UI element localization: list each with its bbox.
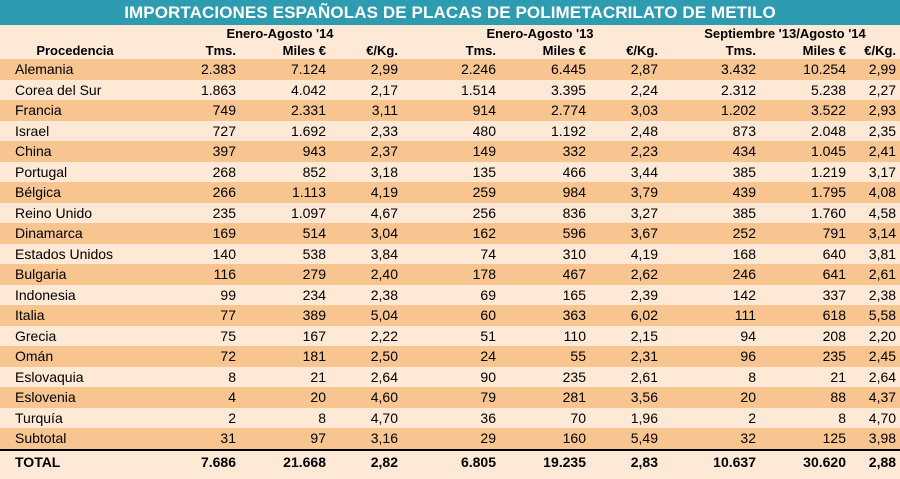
value-cell: 72 — [150, 346, 240, 367]
value-cell: 2.383 — [150, 59, 240, 80]
value-cell: 208 — [760, 326, 850, 347]
total-cell: 7.686 — [150, 450, 240, 473]
value-cell: 29 — [410, 428, 500, 450]
value-cell: 2 — [150, 408, 240, 429]
value-cell: 2 — [670, 408, 760, 429]
value-cell: 5,04 — [330, 305, 410, 326]
value-cell: 2,64 — [330, 367, 410, 388]
value-cell: 984 — [500, 182, 590, 203]
table-row — [0, 326, 900, 347]
value-cell: 2,61 — [590, 367, 670, 388]
value-cell: 3,17 — [850, 162, 900, 183]
value-cell: 791 — [760, 223, 850, 244]
value-cell: 1.795 — [760, 182, 850, 203]
origin-cell: Indonesia — [0, 285, 150, 306]
value-cell: 2,99 — [850, 59, 900, 80]
value-cell: 1.863 — [150, 80, 240, 101]
value-cell: 538 — [240, 244, 330, 265]
value-cell: 3,03 — [590, 100, 670, 121]
value-cell: 142 — [670, 285, 760, 306]
value-cell: 943 — [240, 141, 330, 162]
value-cell: 75 — [150, 326, 240, 347]
value-cell: 235 — [500, 367, 590, 388]
value-cell: 2,27 — [850, 80, 900, 101]
table-row — [0, 408, 900, 429]
value-cell: 2,31 — [590, 346, 670, 367]
value-cell: 8 — [760, 408, 850, 429]
value-cell: 2,23 — [590, 141, 670, 162]
table-row — [0, 367, 900, 388]
value-cell: 3.522 — [760, 100, 850, 121]
value-cell: 31 — [150, 428, 240, 450]
value-cell: 169 — [150, 223, 240, 244]
value-cell: 3,16 — [330, 428, 410, 450]
value-cell: 77 — [150, 305, 240, 326]
value-cell: 70 — [500, 408, 590, 429]
value-cell: 2.312 — [670, 80, 760, 101]
value-cell: 3,04 — [330, 223, 410, 244]
table-row — [0, 264, 900, 285]
value-cell: 246 — [670, 264, 760, 285]
table-row — [0, 346, 900, 367]
value-cell: 1.514 — [410, 80, 500, 101]
value-cell: 467 — [500, 264, 590, 285]
value-cell: 235 — [150, 203, 240, 224]
value-cell: 385 — [670, 162, 760, 183]
value-cell: 2,37 — [330, 141, 410, 162]
value-cell: 3,11 — [330, 100, 410, 121]
value-cell: 234 — [240, 285, 330, 306]
value-cell: 2,38 — [330, 285, 410, 306]
value-cell: 3,79 — [590, 182, 670, 203]
origin-cell: Corea del Sur — [0, 80, 150, 101]
value-cell: 110 — [500, 326, 590, 347]
value-cell: 641 — [760, 264, 850, 285]
value-cell: 51 — [410, 326, 500, 347]
origin-cell: Italia — [0, 305, 150, 326]
value-cell: 21 — [760, 367, 850, 388]
value-cell: 2.331 — [240, 100, 330, 121]
value-cell: 4,70 — [850, 408, 900, 429]
value-cell: 2,22 — [330, 326, 410, 347]
table-row — [0, 244, 900, 265]
value-cell: 79 — [410, 387, 500, 408]
value-cell: 727 — [150, 121, 240, 142]
value-cell: 99 — [150, 285, 240, 306]
value-cell: 514 — [240, 223, 330, 244]
value-cell: 60 — [410, 305, 500, 326]
value-cell: 90 — [410, 367, 500, 388]
value-cell: 3,98 — [850, 428, 900, 450]
value-cell: 2,87 — [590, 59, 670, 80]
value-cell: 3,67 — [590, 223, 670, 244]
value-cell: 2,39 — [590, 285, 670, 306]
value-cell: 36 — [410, 408, 500, 429]
value-cell: 4,08 — [850, 182, 900, 203]
value-cell: 596 — [500, 223, 590, 244]
value-cell: 2,38 — [850, 285, 900, 306]
value-cell: 389 — [240, 305, 330, 326]
origin-cell: Eslovenia — [0, 387, 150, 408]
value-cell: 5.238 — [760, 80, 850, 101]
value-cell: 439 — [670, 182, 760, 203]
table-row — [0, 387, 900, 408]
value-cell: 235 — [760, 346, 850, 367]
period-header: Enero-Agosto '13 — [410, 25, 670, 42]
value-cell: 363 — [500, 305, 590, 326]
value-cell: 3,18 — [330, 162, 410, 183]
total-label: TOTAL — [0, 450, 150, 473]
value-cell: 135 — [410, 162, 500, 183]
value-cell: 337 — [760, 285, 850, 306]
value-cell: 852 — [240, 162, 330, 183]
value-cell: 10.254 — [760, 59, 850, 80]
origin-cell: Eslovaquia — [0, 367, 150, 388]
value-cell: 2,40 — [330, 264, 410, 285]
value-cell: 8 — [150, 367, 240, 388]
origin-cell: Omán — [0, 346, 150, 367]
value-cell: 165 — [500, 285, 590, 306]
table-row — [0, 203, 900, 224]
value-cell: 1.097 — [240, 203, 330, 224]
value-cell: 4,60 — [330, 387, 410, 408]
column-header-row — [0, 42, 900, 59]
value-cell: 96 — [670, 346, 760, 367]
value-cell: 1.692 — [240, 121, 330, 142]
value-cell: 8 — [670, 367, 760, 388]
value-cell: 1.113 — [240, 182, 330, 203]
value-cell: 4.042 — [240, 80, 330, 101]
value-cell: 3.395 — [500, 80, 590, 101]
value-cell: 3,56 — [590, 387, 670, 408]
period-header: Septiembre '13/Agosto '14 — [670, 25, 900, 42]
value-cell: 310 — [500, 244, 590, 265]
value-cell: 2,45 — [850, 346, 900, 367]
value-cell: 21 — [240, 367, 330, 388]
table-row — [0, 80, 900, 101]
total-row — [0, 450, 900, 473]
origin-cell: Subtotal — [0, 428, 150, 450]
value-cell: 3,81 — [850, 244, 900, 265]
value-cell: 1.192 — [500, 121, 590, 142]
value-cell: 2.774 — [500, 100, 590, 121]
value-cell: 1.219 — [760, 162, 850, 183]
value-cell: 5,49 — [590, 428, 670, 450]
origin-cell: Bulgaria — [0, 264, 150, 285]
column-header: Tms. — [410, 42, 500, 59]
origin-header: Procedencia — [0, 42, 150, 59]
column-header: Miles € — [760, 42, 850, 59]
value-cell: 3,84 — [330, 244, 410, 265]
value-cell: 3,14 — [850, 223, 900, 244]
value-cell: 2,17 — [330, 80, 410, 101]
value-cell: 4 — [150, 387, 240, 408]
value-cell: 20 — [240, 387, 330, 408]
column-header: Tms. — [150, 42, 240, 59]
value-cell: 640 — [760, 244, 850, 265]
value-cell: 3,27 — [590, 203, 670, 224]
value-cell: 116 — [150, 264, 240, 285]
value-cell: 259 — [410, 182, 500, 203]
table-row — [0, 223, 900, 244]
value-cell: 2,62 — [590, 264, 670, 285]
value-cell: 32 — [670, 428, 760, 450]
value-cell: 140 — [150, 244, 240, 265]
value-cell: 2,93 — [850, 100, 900, 121]
total-cell: 10.637 — [670, 450, 760, 473]
value-cell: 266 — [150, 182, 240, 203]
table-row — [0, 182, 900, 203]
value-cell: 5,58 — [850, 305, 900, 326]
column-header: Miles € — [240, 42, 330, 59]
value-cell: 2,48 — [590, 121, 670, 142]
value-cell: 6.445 — [500, 59, 590, 80]
total-cell: 2,83 — [590, 450, 670, 473]
total-cell: 2,88 — [850, 450, 900, 473]
column-header: €/Kg. — [590, 42, 670, 59]
origin-cell: Turquía — [0, 408, 150, 429]
value-cell: 74 — [410, 244, 500, 265]
value-cell: 4,58 — [850, 203, 900, 224]
total-cell: 6.805 — [410, 450, 500, 473]
value-cell: 162 — [410, 223, 500, 244]
value-cell: 167 — [240, 326, 330, 347]
value-cell: 2,64 — [850, 367, 900, 388]
value-cell: 385 — [670, 203, 760, 224]
value-cell: 2,20 — [850, 326, 900, 347]
value-cell: 97 — [240, 428, 330, 450]
table-body — [0, 59, 900, 450]
value-cell: 125 — [760, 428, 850, 450]
table-row — [0, 100, 900, 121]
value-cell: 281 — [500, 387, 590, 408]
value-cell: 749 — [150, 100, 240, 121]
origin-cell: Portugal — [0, 162, 150, 183]
value-cell: 1.202 — [670, 100, 760, 121]
value-cell: 2,24 — [590, 80, 670, 101]
value-cell: 168 — [670, 244, 760, 265]
value-cell: 24 — [410, 346, 500, 367]
column-header: €/Kg. — [850, 42, 900, 59]
period-header: Enero-Agosto '14 — [150, 25, 410, 42]
total-cell: 30.620 — [760, 450, 850, 473]
table-title: IMPORTACIONES ESPAÑOLAS DE PLACAS DE POLIMETACRILATO DE METILO — [0, 0, 900, 25]
value-cell: 178 — [410, 264, 500, 285]
value-cell: 3.432 — [670, 59, 760, 80]
value-cell: 8 — [240, 408, 330, 429]
value-cell: 252 — [670, 223, 760, 244]
value-cell: 7.124 — [240, 59, 330, 80]
value-cell: 111 — [670, 305, 760, 326]
value-cell: 4,70 — [330, 408, 410, 429]
origin-cell: Reino Unido — [0, 203, 150, 224]
origin-cell: Israel — [0, 121, 150, 142]
origin-cell: Francia — [0, 100, 150, 121]
table-row — [0, 121, 900, 142]
total-cell: 2,82 — [330, 450, 410, 473]
value-cell: 181 — [240, 346, 330, 367]
table-row — [0, 162, 900, 183]
value-cell: 1.045 — [760, 141, 850, 162]
value-cell: 20 — [670, 387, 760, 408]
value-cell: 2.246 — [410, 59, 500, 80]
value-cell: 256 — [410, 203, 500, 224]
value-cell: 2,41 — [850, 141, 900, 162]
table-row — [0, 285, 900, 306]
value-cell: 6,02 — [590, 305, 670, 326]
table-row — [0, 141, 900, 162]
origin-cell: Estados Unidos — [0, 244, 150, 265]
value-cell: 914 — [410, 100, 500, 121]
value-cell: 69 — [410, 285, 500, 306]
value-cell: 4,37 — [850, 387, 900, 408]
value-cell: 2,61 — [850, 264, 900, 285]
value-cell: 4,67 — [330, 203, 410, 224]
value-cell: 149 — [410, 141, 500, 162]
column-header: €/Kg. — [330, 42, 410, 59]
value-cell: 2,50 — [330, 346, 410, 367]
value-cell: 873 — [670, 121, 760, 142]
value-cell: 2,99 — [330, 59, 410, 80]
value-cell: 279 — [240, 264, 330, 285]
value-cell: 2,15 — [590, 326, 670, 347]
value-cell: 55 — [500, 346, 590, 367]
value-cell: 160 — [500, 428, 590, 450]
value-cell: 268 — [150, 162, 240, 183]
value-cell: 2,35 — [850, 121, 900, 142]
total-cell: 21.668 — [240, 450, 330, 473]
imports-table — [0, 25, 900, 473]
table-row — [0, 305, 900, 326]
value-cell: 4,19 — [330, 182, 410, 203]
value-cell: 1,96 — [590, 408, 670, 429]
value-cell: 836 — [500, 203, 590, 224]
value-cell: 2.048 — [760, 121, 850, 142]
value-cell: 618 — [760, 305, 850, 326]
value-cell: 2,33 — [330, 121, 410, 142]
value-cell: 3,44 — [590, 162, 670, 183]
period-header-row — [0, 25, 900, 42]
origin-cell: Grecia — [0, 326, 150, 347]
origin-cell: Alemania — [0, 59, 150, 80]
value-cell: 466 — [500, 162, 590, 183]
origin-cell: China — [0, 141, 150, 162]
value-cell: 1.760 — [760, 203, 850, 224]
value-cell: 88 — [760, 387, 850, 408]
total-cell: 19.235 — [500, 450, 590, 473]
column-header: Tms. — [670, 42, 760, 59]
value-cell: 332 — [500, 141, 590, 162]
value-cell: 94 — [670, 326, 760, 347]
value-cell: 4,19 — [590, 244, 670, 265]
value-cell: 434 — [670, 141, 760, 162]
value-cell: 397 — [150, 141, 240, 162]
origin-cell: Bélgica — [0, 182, 150, 203]
origin-cell: Dinamarca — [0, 223, 150, 244]
column-header: Miles € — [500, 42, 590, 59]
table-row — [0, 59, 900, 80]
value-cell: 480 — [410, 121, 500, 142]
table-row — [0, 428, 900, 450]
